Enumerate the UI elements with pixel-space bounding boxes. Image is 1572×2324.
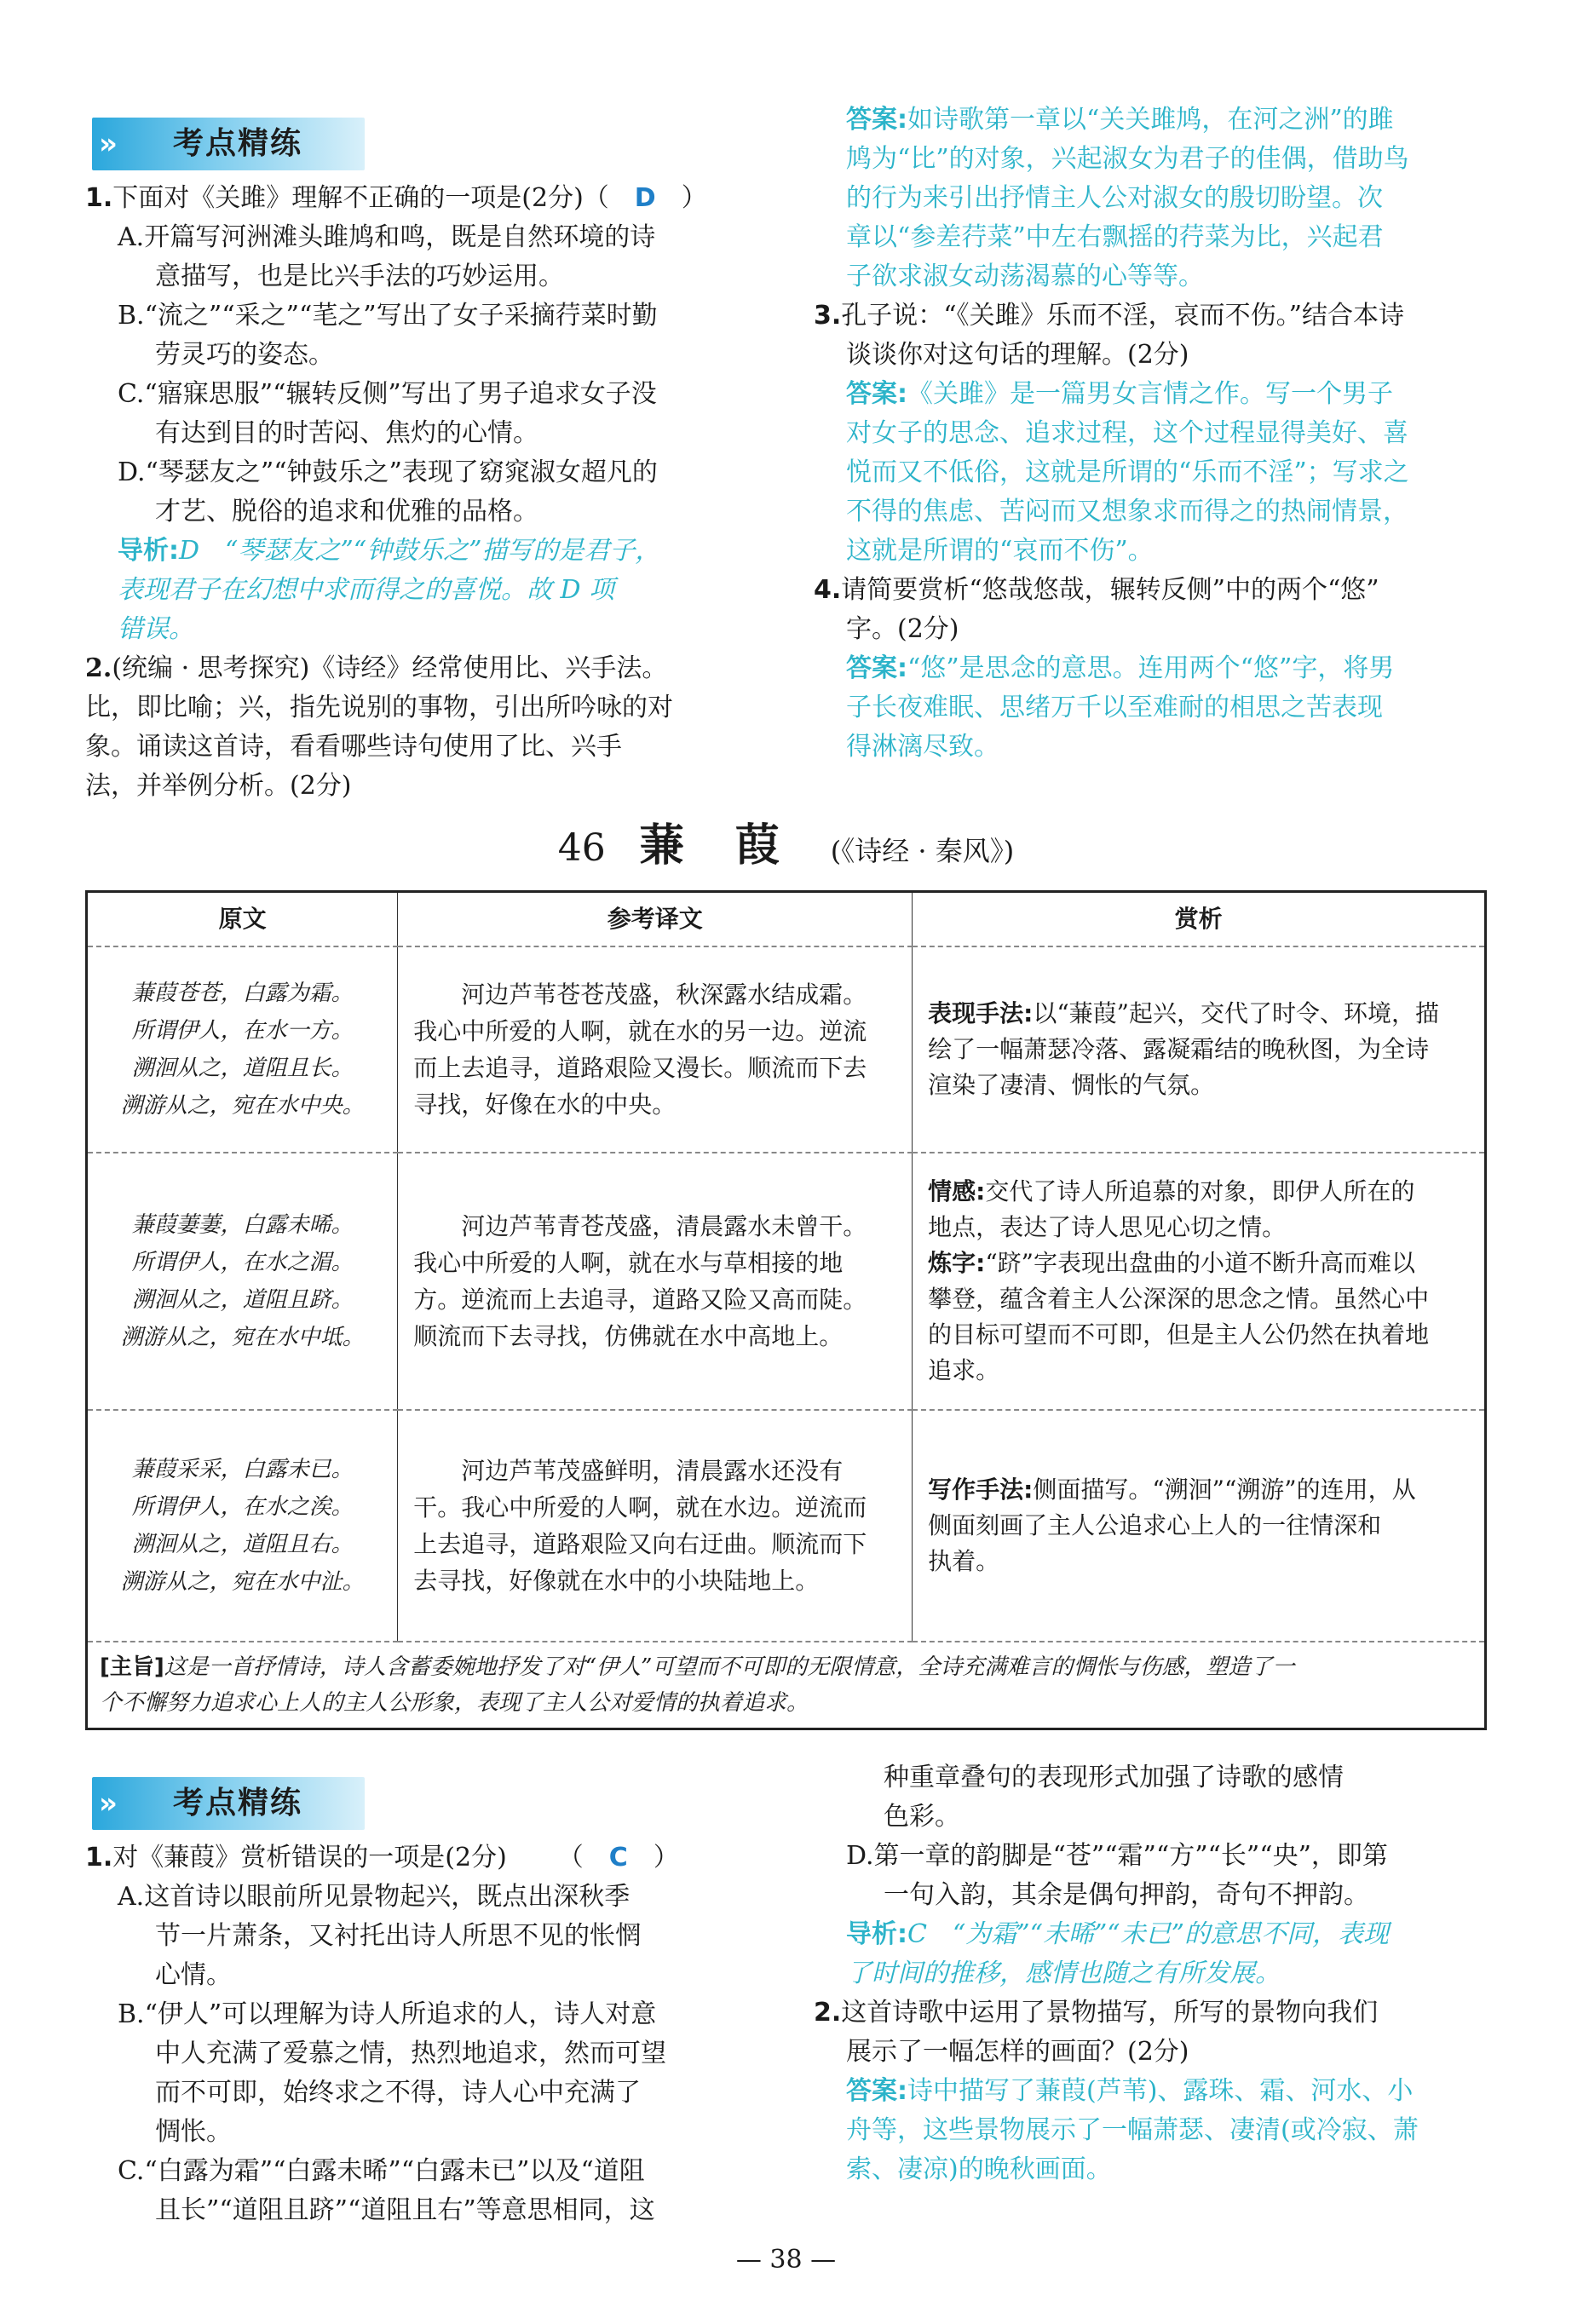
option-line	[814, 1837, 1495, 1876]
poem-number: 46	[557, 826, 606, 870]
answer-text: 如诗歌第一章以“关关雎鸠，在河之洲”的雎	[907, 105, 1394, 135]
option-label: D.	[118, 457, 146, 487]
option-line	[118, 375, 782, 414]
option-line	[118, 453, 782, 492]
option-label: B.	[118, 1999, 145, 2029]
hint-text: 了时间的推移，感情也随之有所发展。	[846, 1959, 1281, 1988]
theme-summary	[87, 1642, 1486, 1729]
option-item	[118, 375, 782, 453]
page-number: — 38 —	[735, 2245, 837, 2275]
hint-label: 导析:	[118, 536, 179, 566]
appreciation-text: 交代了诗人所追慕的对象，即伊人所在的	[985, 1177, 1415, 1205]
appreciation-line	[928, 1245, 1469, 1281]
answer-line	[814, 532, 1495, 571]
answer-line	[814, 2111, 1495, 2150]
answer-line	[814, 140, 1495, 179]
appreciation-line	[928, 1032, 1469, 1067]
answer-label: 答案:	[846, 653, 907, 683]
question-line	[814, 296, 1495, 336]
theme-line	[100, 1685, 1472, 1721]
question-line: 谈谈你对这句话的理解。(2分)	[846, 340, 1189, 370]
original-line: 溯游从之，宛在水中央。	[120, 1093, 365, 1119]
answer-line	[814, 2072, 1495, 2111]
section-banner-title: 考点精练	[173, 1786, 303, 1821]
hint-line	[814, 1954, 1495, 1993]
option-line: 才艺、脱俗的追求和优雅的品格。	[155, 497, 538, 526]
right-column-answers	[814, 101, 1495, 767]
bracket-close: ）	[681, 183, 707, 213]
option-line	[118, 218, 782, 257]
option-text: “寤寐思服”“辗转反侧”写出了男子追求女子没	[144, 379, 657, 409]
poem-source: (《诗经 · 秦风》)	[830, 835, 1015, 867]
question-1-hint	[118, 532, 765, 649]
appreciation-line	[928, 1281, 1469, 1317]
answer-text: 《关雎》是一篇男女言情之作。写一个男子	[907, 379, 1393, 409]
option-item	[118, 1878, 782, 1995]
answer-line	[814, 101, 1495, 140]
option-line: 有达到目的时苦闷、焦灼的心情。	[155, 418, 538, 448]
option-item	[118, 296, 782, 375]
answer-text: 章以“参差荇菜”中左右飘摇的荇菜为比，兴起君	[846, 222, 1384, 252]
original-line: 蒹葭采采，白露未已。	[131, 1457, 354, 1482]
appreciation-line	[928, 1210, 1469, 1245]
original-text	[87, 1153, 398, 1410]
answer-text: 这就是所谓的“哀而不伤”。	[846, 536, 1154, 566]
original-line: 溯游从之，宛在水中沚。	[120, 1569, 365, 1595]
answer-line	[814, 257, 1495, 296]
appreciation-text	[913, 1410, 1486, 1642]
appreciation-label: 情感:	[928, 1177, 986, 1205]
hint-line	[118, 571, 765, 610]
option-line: 而不可即，始终求之不得，诗人心中充满了	[155, 2078, 641, 2108]
header-appreciation: 赏析	[913, 892, 1486, 947]
answer-label: 答案:	[846, 379, 907, 409]
double-chevron-icon: »	[99, 1786, 118, 1821]
answer-line	[814, 492, 1495, 532]
header-original: 原文	[87, 892, 398, 947]
header-translation: 参考译文	[398, 892, 913, 947]
appreciation-text: 绘了一幅萧瑟冷落、露凝霜结的晚秋图，为全诗	[928, 1035, 1430, 1063]
appreciation-text: 追求。	[928, 1356, 1000, 1384]
translation-line: 干。我心中所爱的人啊，就在水边。逆流而	[413, 1493, 867, 1522]
hint-text: C “为霜”“未晞”“未已”的意思不同，表现	[907, 1919, 1389, 1949]
original-line: 所谓伊人，在水一方。	[131, 1018, 354, 1044]
translation-line: 寻找，好像在水的中央。	[413, 1090, 677, 1119]
original-line: 蒹葭萋萋，白露未晞。	[131, 1212, 354, 1238]
option-item	[118, 1995, 782, 2152]
answer-choice: C	[608, 1843, 628, 1872]
translation-line: 顺流而下去寻找，仿佛就在水中高地上。	[413, 1322, 844, 1350]
hint-text: 表现君子在幻想中求而得之的喜悦。故 D 项	[118, 575, 615, 605]
appreciation-line	[928, 1317, 1469, 1353]
option-label: B.	[118, 301, 145, 331]
option-line: 节一片萧条，又衬托出诗人所思不见的怅惘	[155, 1921, 641, 1951]
answer-text: 的行为来引出抒情主人公对淑女的殷切盼望。次	[846, 183, 1383, 213]
answer-text: 索、凄凉)的晚秋画面。	[846, 2154, 1112, 2184]
original-line: 溯洄从之，道阻且长。	[131, 1056, 354, 1081]
theme-label: [主旨]	[100, 1654, 164, 1680]
appreciation-line	[928, 1508, 1469, 1544]
original-line: 溯洄从之，道阻且跻。	[131, 1287, 354, 1313]
hint-line	[814, 1915, 1495, 1954]
option-item	[118, 2152, 782, 2230]
answer-label: 答案:	[846, 2076, 907, 2106]
answer-line	[814, 375, 1495, 414]
section-banner-top	[92, 118, 365, 170]
appreciation-line	[928, 1174, 1469, 1210]
question-line	[814, 571, 1495, 610]
answer-line	[814, 179, 1495, 218]
option-line: 中人充满了爱慕之情，热烈地追求，然而可望	[155, 2039, 666, 2068]
theme-text: 这是一首抒情诗，诗人含蓄委婉地抒发了对“伊人”可望而不可即的无限情意，全诗充满难言的惆怅与伤感，塑造了一	[164, 1654, 1295, 1680]
appreciation-text: 攀登，蕴含着主人公深深的思念之情。虽然心中	[928, 1285, 1430, 1313]
appreciation-text: 渲染了凄清、惆怅的气氛。	[928, 1071, 1215, 1099]
poem-name: 蒹葭	[639, 820, 831, 872]
answer-text: “悠”是思念的意思。连用两个“悠”字，将男	[907, 653, 1395, 683]
question-number: 2.	[85, 653, 112, 683]
bracket-close: ）	[653, 1843, 679, 1872]
appreciation-text: 以“蒹葭”起兴，交代了时令、环境，描	[1033, 999, 1439, 1027]
answer-line	[814, 688, 1495, 728]
option-label: C.	[118, 2156, 145, 2186]
option-line	[118, 2152, 782, 2191]
appreciation-text: “跻”字表现出盘曲的小道不断升高而难以	[985, 1249, 1415, 1277]
question-line: 展示了一幅怎样的画面？(2分)	[846, 2037, 1189, 2067]
poem-heading	[0, 816, 1572, 881]
hint-text: D “琴瑟友之”“钟鼓乐之”描写的是君子，	[179, 536, 661, 566]
option-text: 第一章的韵脚是“苍”“霜”“方”“长”“央”，即第	[873, 1841, 1388, 1871]
option-line: 心情。	[155, 1960, 232, 1990]
hint-line	[118, 532, 765, 571]
translation-line: 我心中所爱的人啊，就在水与草相接的地	[413, 1249, 844, 1277]
answer-text: 对女子的思念、追求过程，这个过程显得美好、喜	[846, 418, 1408, 448]
answer-text: 悦而又不低俗，这就是所谓的“乐而不淫”；写求之	[846, 457, 1409, 487]
option-line: 劳灵巧的姿态。	[155, 340, 334, 370]
appreciation-line	[928, 1353, 1469, 1389]
question-text: 下面对《关雎》理解不正确的一项是(2分)（	[112, 183, 609, 213]
option-line: 且长”“道阻且跻”“道阻且右”等意思相同，这	[155, 2195, 655, 2225]
option-label: D.	[846, 1841, 874, 1871]
option-text: “伊人”可以理解为诗人所追求的人，诗人对意	[144, 1999, 657, 2029]
question-number: 4.	[814, 575, 842, 605]
original-line: 所谓伊人，在水之涘。	[131, 1494, 354, 1520]
original-text	[87, 946, 398, 1153]
question-1-stem	[85, 179, 767, 218]
appreciation-label: 炼字:	[928, 1249, 986, 1277]
question-line: 比，即比喻；兴，指先说别的事物，引出所吟咏的对	[85, 693, 673, 722]
table-row	[87, 1153, 1486, 1410]
translation-text	[398, 1410, 913, 1642]
answer-line	[814, 728, 1495, 767]
question-number: 1.	[85, 1843, 113, 1872]
appreciation-text: 执着。	[928, 1547, 1000, 1575]
translation-line: 河边芦苇青苍茂盛，清晨露水未曾干。	[461, 1212, 867, 1240]
option-line: 一句入韵，其余是偶句押韵，奇句不押韵。	[884, 1880, 1369, 1910]
translation-line: 方。逆流而上去追寻，道路又险又高而陡。	[413, 1286, 867, 1314]
answer-text: 子长夜难眠、思绪万千以至难耐的相思之苦表现	[846, 693, 1383, 722]
option-label: C.	[118, 379, 145, 409]
question-text: 孔子说：“《关雎》乐而不淫，哀而不伤。”结合本诗	[841, 301, 1404, 331]
answer-text: 诗中描写了蒹葭(芦苇)、露珠、霜、河水、小	[907, 2076, 1414, 2106]
section-banner-bottom	[92, 1777, 365, 1830]
appreciation-line	[928, 1544, 1469, 1579]
answer-text: 鸠为“比”的对象，兴起淑女为君子的佳偶，借助鸟	[846, 144, 1409, 174]
answer-label: 答案:	[846, 105, 907, 135]
option-item	[118, 453, 782, 532]
question-text: 这首诗歌中运用了景物描写，所写的景物向我们	[841, 1998, 1379, 2028]
original-text	[87, 1410, 398, 1642]
translation-line: 我心中所爱的人啊，就在水的另一边。逆流	[413, 1017, 867, 1045]
question-number: 2.	[814, 1998, 842, 2028]
answer-line	[814, 414, 1495, 453]
option-label: A.	[118, 222, 145, 252]
original-line: 蒹葭苍苍，白露为霜。	[131, 981, 354, 1006]
appreciation-text: 地点，表达了诗人思见心切之情。	[928, 1213, 1287, 1241]
question-line: 法，并举例分析。(2分)	[85, 771, 352, 801]
option-text: 这首诗以眼前所见景物起兴，既点出深秋季	[144, 1882, 631, 1912]
appreciation-text: 侧面描写。“溯洄”“溯游”的连用，从	[1033, 1476, 1416, 1504]
option-line	[118, 296, 782, 336]
appreciation-text	[913, 946, 1486, 1153]
hint-text: 错误。	[118, 614, 194, 644]
original-line: 溯洄从之，道阻且右。	[131, 1532, 354, 1557]
option-line	[118, 1878, 782, 1917]
option-line	[118, 1995, 782, 2034]
answer-text: 子欲求淑女动荡渴慕的心等等。	[846, 262, 1204, 291]
translation-line: 去寻找，好像就在水中的小块陆地上。	[413, 1567, 820, 1595]
question-1b-stem	[85, 1838, 767, 1878]
question-number: 3.	[814, 301, 842, 331]
right-column-bottom	[814, 1758, 1495, 2189]
translation-line: 上去追寻，道路艰险又向右迂曲。顺流而下	[413, 1530, 867, 1558]
appreciation-text	[913, 1153, 1486, 1410]
bracket-open: （	[557, 1843, 584, 1872]
question-line: 字。(2分)	[846, 614, 959, 644]
appreciation-text: 的目标可望而不可即，但是主人公仍然在执着地	[928, 1320, 1430, 1349]
question-line	[814, 1993, 1495, 2033]
option-text: “琴瑟友之”“钟鼓乐之”表现了窈窕淑女超凡的	[145, 457, 658, 487]
translation-line: 而上去追寻，道路艰险又漫长。顺流而下去	[413, 1054, 867, 1082]
option-text: “白露为霜”“白露未晞”“白露未已”以及“道阻	[144, 2156, 645, 2186]
section-banner-title: 考点精练	[173, 126, 303, 161]
translation-line: 河边芦苇茂盛鲜明，清晨露水还没有	[461, 1457, 844, 1485]
appreciation-line	[928, 996, 1469, 1032]
question-line	[85, 649, 767, 688]
option-label: A.	[118, 1882, 145, 1912]
question-2	[85, 649, 767, 806]
translation-text	[398, 1153, 913, 1410]
option-text: 开篇写河洲滩头雎鸠和鸣，既是自然环境的诗	[144, 222, 656, 252]
hint-label: 导析:	[846, 1919, 907, 1949]
answer-line	[814, 218, 1495, 257]
answer-line	[814, 2150, 1495, 2189]
answer-text: 得淋漓尽致。	[846, 732, 999, 762]
answer-text: 舟等，这些景物展示了一幅萧瑟、凄清(或冷寂、萧	[846, 2115, 1419, 2145]
appreciation-label: 表现手法:	[928, 999, 1034, 1027]
hint-line	[118, 610, 765, 649]
question-line: 象。诵读这首诗，看看哪些诗句使用了比、兴手	[85, 732, 622, 762]
question-text: 请简要赏析“悠哉悠哉，辗转反侧”中的两个“悠”	[841, 575, 1379, 605]
option-text: “流之”“采之”“芼之”写出了女子采摘荇菜时勤	[144, 301, 658, 331]
translation-text	[398, 946, 913, 1153]
poem-table	[85, 890, 1487, 1730]
appreciation-text: 侧面刻画了主人公追求心上人的一往情深和	[928, 1511, 1382, 1539]
original-line: 所谓伊人，在水之湄。	[131, 1250, 354, 1275]
original-line: 溯游从之，宛在水中坻。	[120, 1325, 365, 1350]
answer-text: 不得的焦虑、苦闷而又想象求而得之的热闹情景，	[846, 497, 1408, 526]
option-line: 惆怅。	[155, 2117, 232, 2147]
appreciation-line	[928, 1472, 1469, 1508]
double-chevron-icon: »	[99, 127, 118, 161]
question-text: (统编 · 思考探究)《诗经》经常使用比、兴手法。	[112, 653, 668, 683]
answer-choice: D	[634, 183, 656, 213]
question-number: 1.	[85, 183, 113, 213]
option-line: 意描写，也是比兴手法的巧妙运用。	[155, 262, 564, 291]
option-item	[118, 218, 782, 296]
answer-line	[814, 453, 1495, 492]
theme-line	[100, 1649, 1472, 1685]
option-line: 色彩。	[884, 1802, 960, 1832]
theme-text: 个不懈努力追求心上人的主人公形象，表现了主人公对爱情的执着追求。	[100, 1690, 809, 1716]
question-text: 对《蒹葭》赏析错误的一项是(2分)	[112, 1843, 507, 1872]
option-line: 种重章叠句的表现形式加强了诗歌的感情	[884, 1763, 1344, 1792]
appreciation-line	[928, 1067, 1469, 1103]
answer-line	[814, 649, 1495, 688]
table-row	[87, 946, 1486, 1153]
table-row	[87, 1410, 1486, 1642]
translation-line: 河边芦苇苍苍茂盛，秋深露水结成霜。	[461, 981, 867, 1009]
appreciation-label: 写作手法:	[928, 1476, 1034, 1504]
